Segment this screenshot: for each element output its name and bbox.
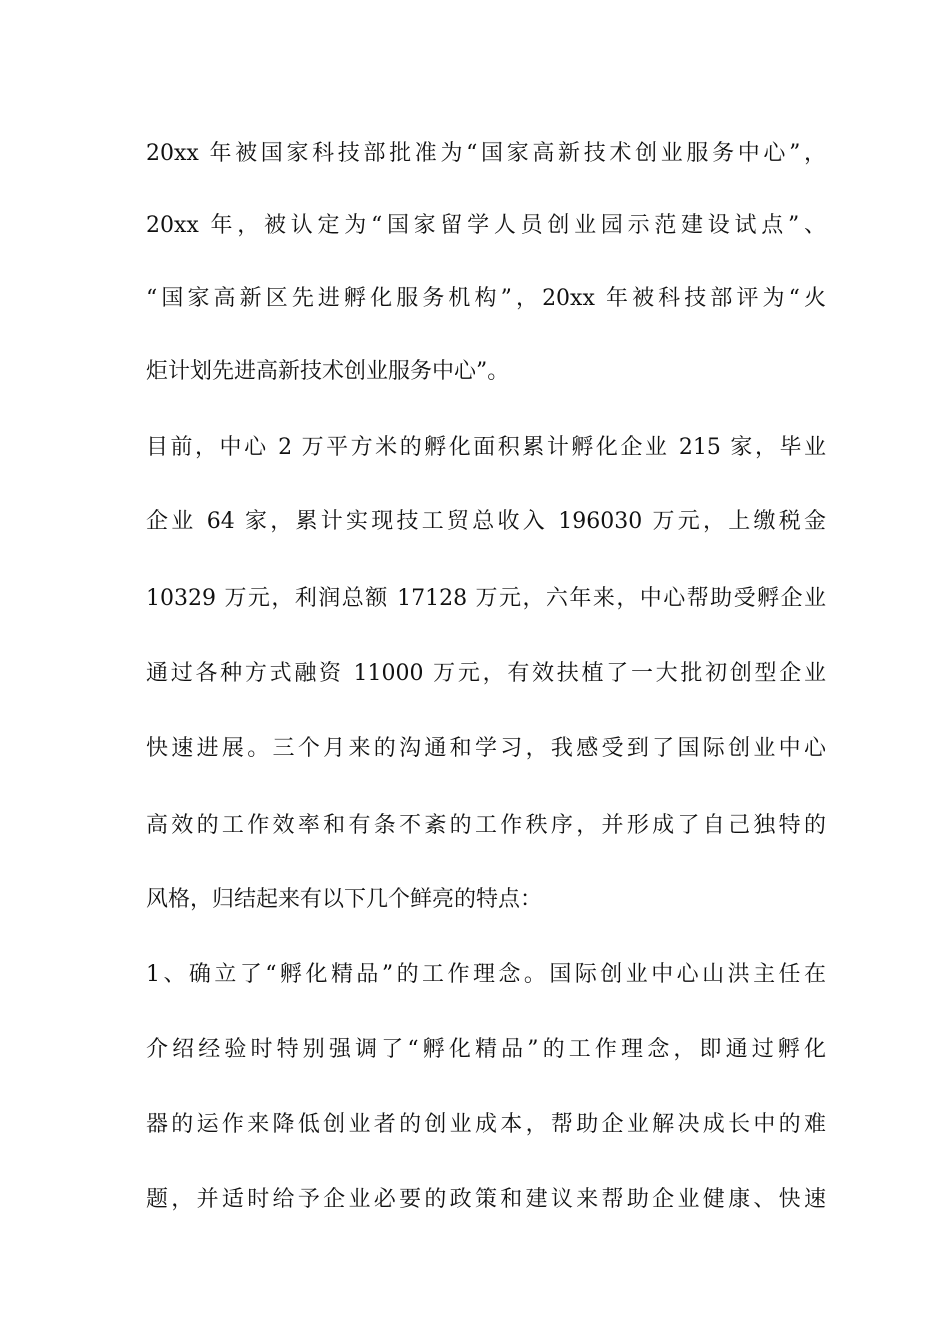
text-line: 器的运作来降低创业者的创业成本，帮助企业解决成长中的难 <box>146 1112 826 1137</box>
text-line: 企业 64 家，累计实现技工贸总收入 196030 万元，上缴税金 <box>146 509 826 534</box>
text-line: 高效的工作效率和有条不紊的工作秩序，并形成了自己独特的 <box>146 813 826 838</box>
text-line: 快速进展。三个月来的沟通和学习，我感受到了国际创业中心 <box>146 736 826 761</box>
text-line: 目前，中心 2 万平方米的孵化面积累计孵化企业 215 家，毕业 <box>146 435 826 460</box>
text-line: 20xx 年被国家科技部批准为“国家高新技术创业服务中心”， <box>146 141 826 166</box>
text-line: 10329 万元，利润总额 17128 万元，六年来，中心帮助受孵企业 <box>146 586 826 611</box>
text-line: 风格，归结起来有以下几个鲜亮的特点： <box>146 887 543 912</box>
text-line: 炬计划先进高新技术创业服务中心”。 <box>146 359 510 384</box>
text-line: 1、确立了“孵化精品”的工作理念。国际创业中心山洪主任在 <box>146 962 826 987</box>
text-line: “国家高新区先进孵化服务机构”，20xx 年被科技部评为“火 <box>146 286 826 311</box>
text-line: 题，并适时给予企业必要的政策和建议来帮助企业健康、快速 <box>146 1187 826 1212</box>
text-line: 20xx 年，被认定为“国家留学人员创业园示范建设试点”、 <box>146 213 826 238</box>
text-line: 介绍经验时特别强调了“孵化精品”的工作理念，即通过孵化 <box>146 1037 826 1062</box>
text-line: 通过各种方式融资 11000 万元，有效扶植了一大批初创型企业 <box>146 661 826 686</box>
